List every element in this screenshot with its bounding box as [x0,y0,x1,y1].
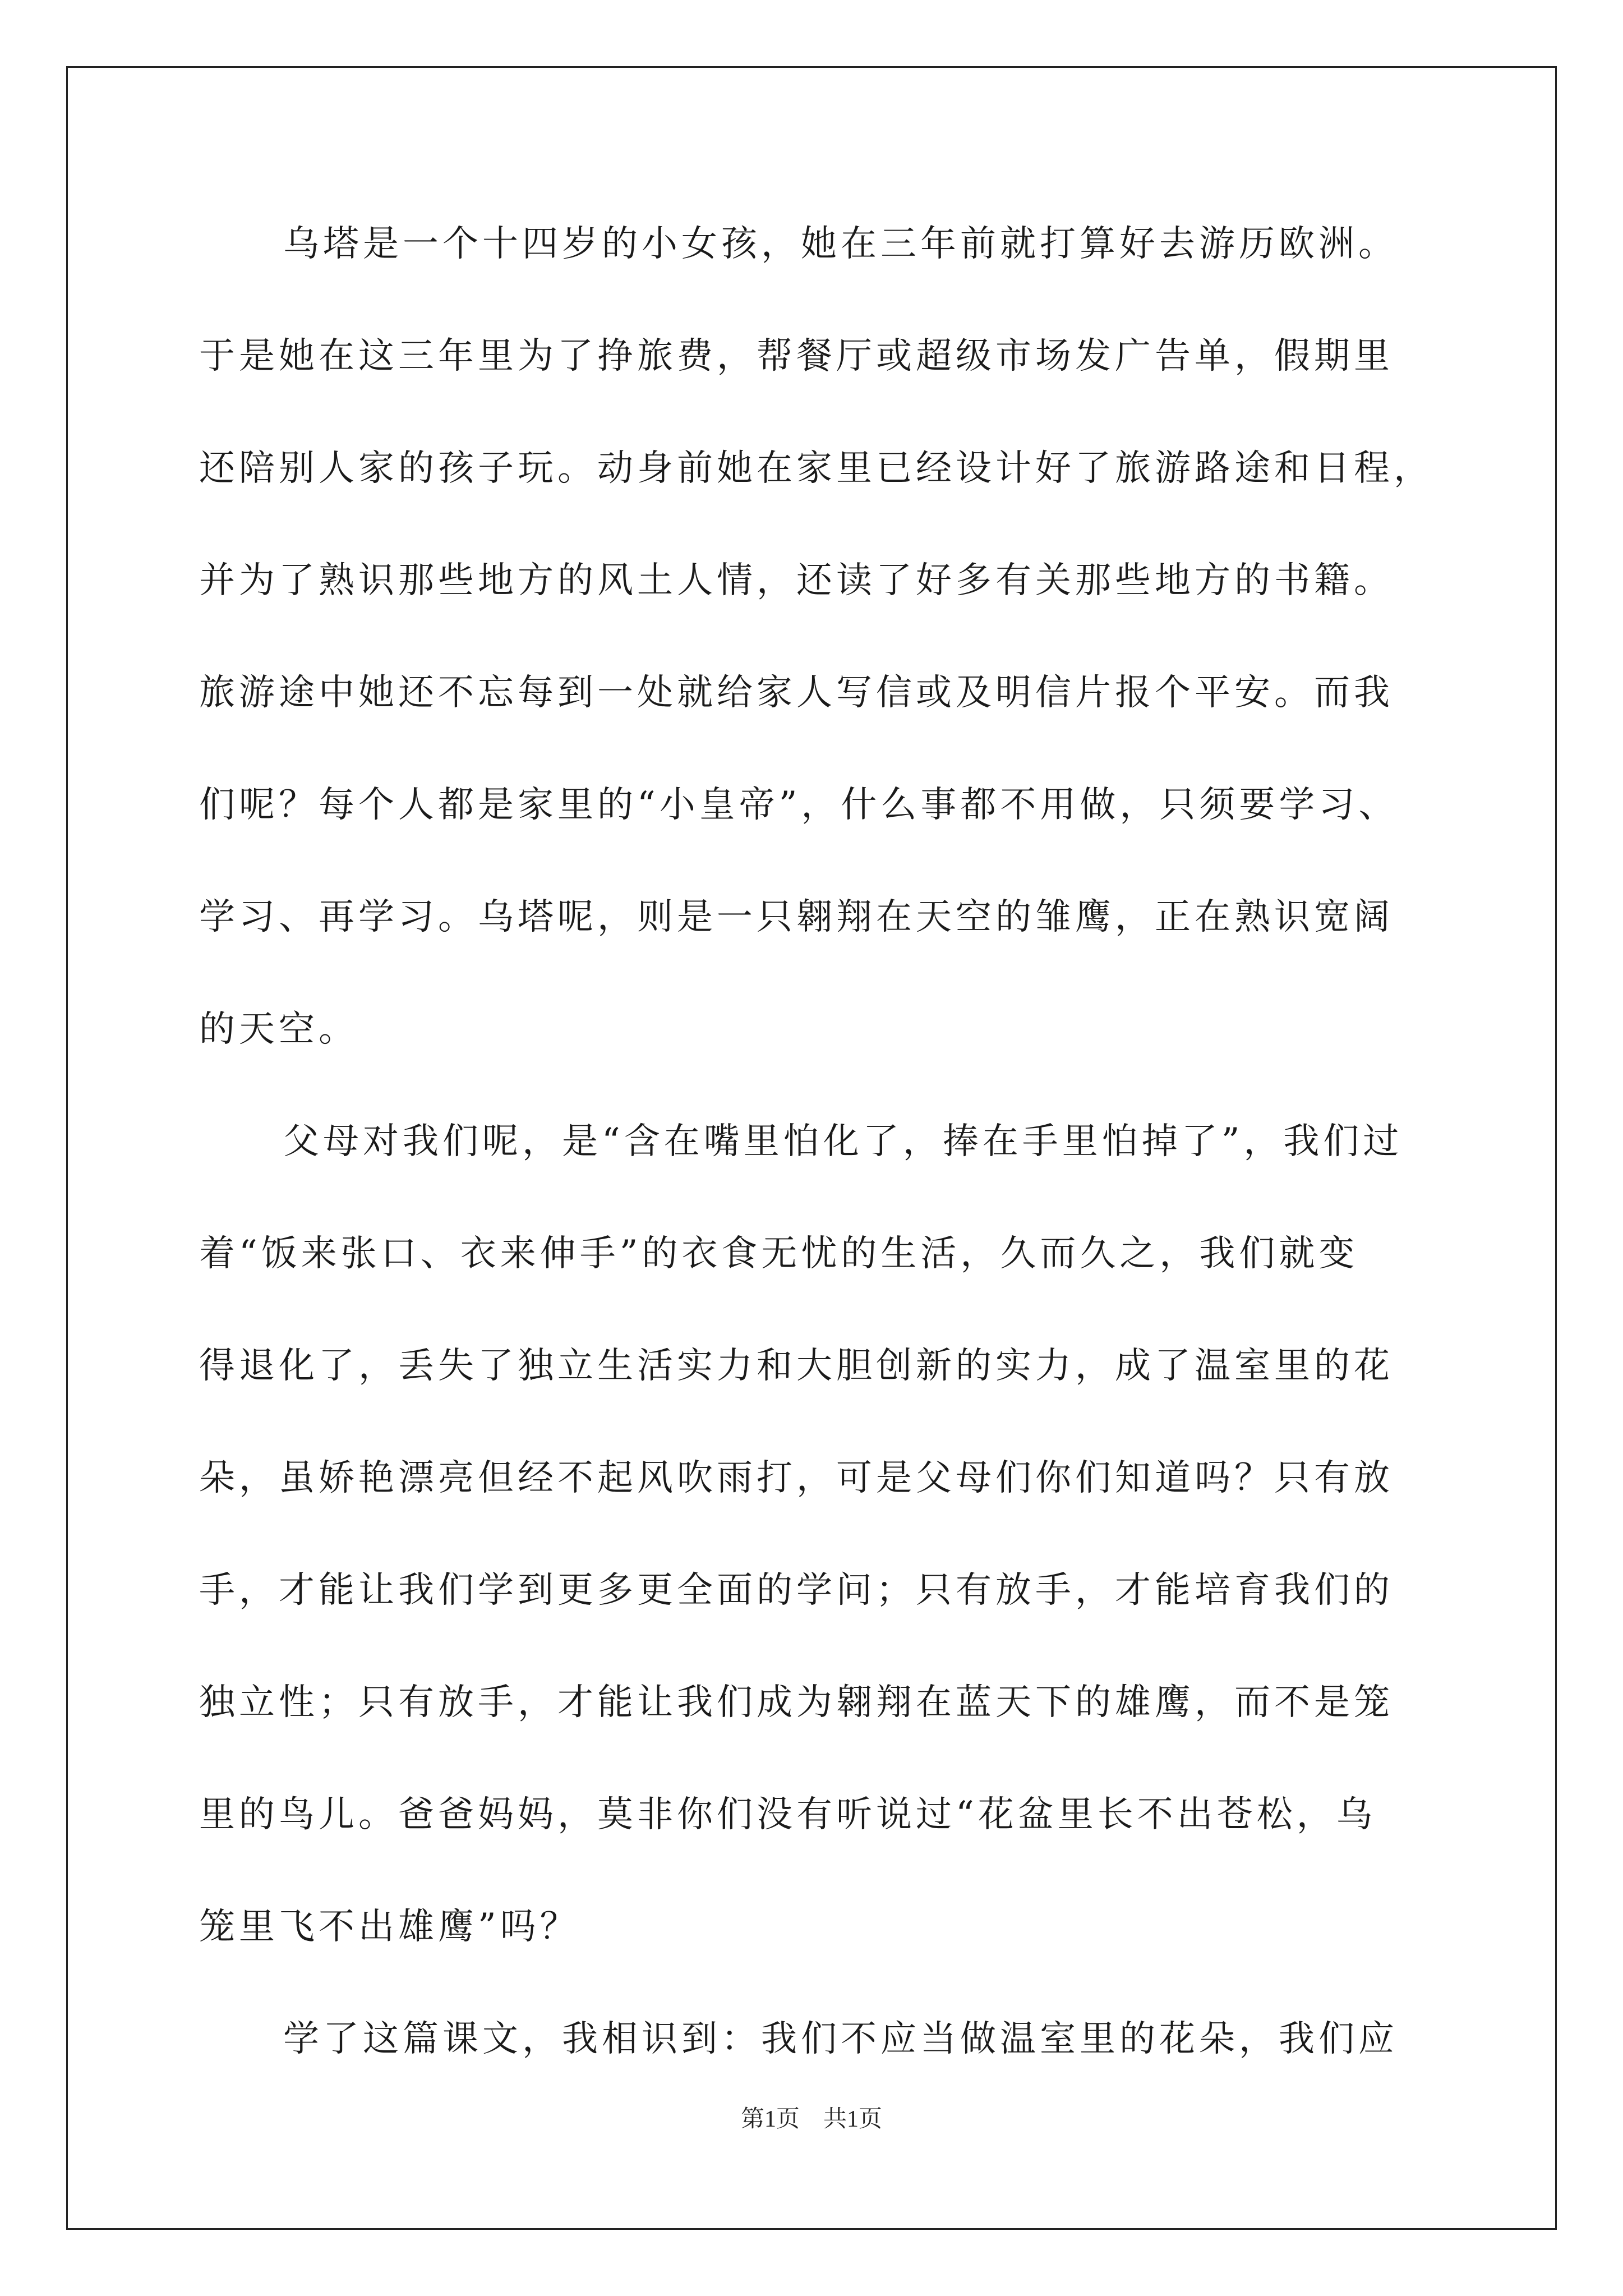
text-line: 乌塔是一个十四岁的小女孩，她在三年前就打算好去游历欧洲。 [283,223,1398,265]
text-line: 还陪别人家的孩子玩。动身前她在家里已经设计好了旅游路途和日程， [199,448,1433,489]
text-line: 旅游途中她还不忘每到一处就给家人写信或及明信片报个平安。而我 [199,672,1394,714]
text-line: 们呢？每个人都是家里的“小皇帝”，什么事都不用做，只须要学习、 [199,784,1399,826]
text-line: 学了这篇课文，我相识到：我们不应当做温室里的花朵，我们应 [283,2018,1398,2060]
text-line: 着“饭来张口、衣来伸手”的衣食无忧的生活，久而久之，我们就变 [199,1233,1359,1274]
text-line: 手，才能让我们学到更多更全面的学问；只有放手，才能培育我们的 [199,1570,1394,1611]
text-line: 里的鸟儿。爸爸妈妈，莫非你们没有听说过“花盆里长不出苍松，乌 [199,1794,1376,1835]
text-line: 于是她在这三年里为了挣旅费，帮餐厅或超级市场发广告单，假期里 [199,335,1394,377]
page-number: 第1页 共1页 [740,2106,882,2132]
text-line: 朵，虽娇艳漂亮但经不起风吹雨打，可是父母们你们知道吗？只有放 [199,1457,1394,1499]
text-line: 得退化了，丢失了独立生活实力和大胆创新的实力，成了温室里的花 [199,1345,1394,1387]
text-line: 独立性；只有放手，才能让我们成为翱翔在蓝天下的雄鹰，而不是笼 [199,1682,1394,1723]
text-line: 父母对我们呢，是“含在嘴里怕化了，捧在手里怕掉了”，我们过 [283,1121,1403,1162]
text-line: 笼里飞不出雄鹰”吗？ [199,1906,580,1948]
text-line: 学习、再学习。乌塔呢，则是一只翱翔在天空的雏鹰，正在熟识宽阔 [199,896,1394,938]
text-line: 的天空。 [199,1009,358,1050]
text-line: 并为了熟识那些地方的风土人情，还读了好多有关那些地方的书籍。 [199,560,1394,601]
